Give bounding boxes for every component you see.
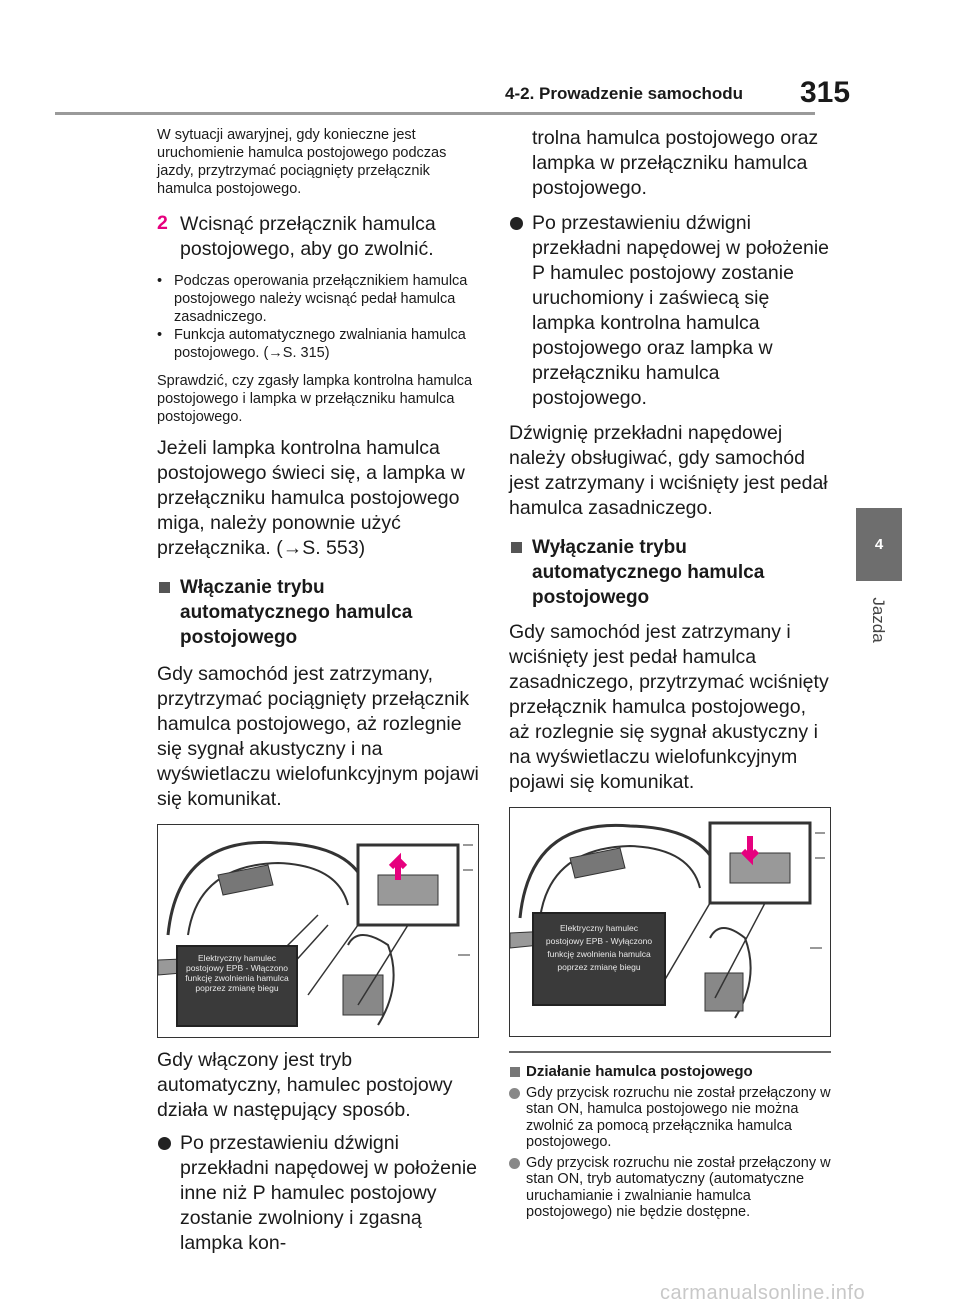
- note-item: Gdy przycisk rozruchu nie został przełączony w stan ON, tryb automatyczny (automatyczne uruchamianie i zwalnianie hamulca postojowego) nie będzie dostępne.: [509, 1155, 831, 1221]
- notes-heading: Działanie hamulca postojowego: [509, 1063, 831, 1081]
- step-2: [157, 212, 479, 262]
- square-bullet-icon: [509, 535, 532, 610]
- multi-info-display: Elektryczny hamulec postojowy EPB - Wyłączono funkcję zwolnienia hamulca poprzez zmianę biegu: [532, 912, 666, 1006]
- circle-item: Po przestawieniu dźwigni przekładni napędowej w położenie P hamulec postojowy zostanie uruchomiony i zaświecą się lampka kontrolna hamulca postojowego oraz lampka w przełączniku hamulca postojowego.: [509, 211, 831, 411]
- notes-divider: [509, 1051, 831, 1053]
- chapter-tab[interactable]: 4: [856, 508, 902, 581]
- circle-bullet-icon: [509, 211, 532, 411]
- multi-info-display: Elektryczny hamulec postojowy EPB - Włączono funkcję zwolnienia hamulca poprzez zmianę biegu: [176, 945, 298, 1027]
- left-column: [157, 126, 479, 1256]
- right-column: [509, 126, 831, 1221]
- illustration-enable: [157, 824, 479, 1038]
- heading-auto-on: Włączanie trybu automatycznego hamulca postojowego: [157, 575, 479, 650]
- check-paragraph: Sprawdzić, czy zgasły lampka kontrolna hamulca postojowego i lampka w przełączniku hamulca postojowego.: [157, 373, 473, 425]
- heading-auto-off: Wyłączanie trybu automatycznego hamulca postojowego: [509, 535, 831, 610]
- circle-bullet-icon: [509, 1155, 526, 1221]
- on-paragraph: Gdy samochód jest zatrzymany, przytrzymać pociągnięty przełącznik hamulca postojowego, aż rozlegnie się sygnał akustyczny i na wyświetlaczu wielofunkcyjnym pojawi się komunikat.: [157, 663, 479, 810]
- off-paragraph: Gdy samochód jest zatrzymany i wciśnięty jest pedał hamulca zasadniczego, przytrzymać wciśnięty przełącznik hamulca postojowego, aż rozlegnie się sygnał akustyczny i na wyświetlaczu wielofunkcyjnym pojawi się komunikat.: [509, 621, 829, 793]
- circle-bullet-icon: [509, 1085, 526, 1151]
- square-bullet-icon: [509, 1063, 526, 1081]
- intro-paragraph: W sytuacji awaryjnej, gdy konieczne jest uruchomienie hamulca postojowego podczas jazdy, przytrzymać pociągnięty przełącznik hamulca postojowego.: [157, 127, 447, 197]
- circle-continued: trolna hamulca postojowego oraz lampka w przełączniku hamulca postojowego.: [532, 127, 819, 199]
- circle-item: Po przestawieniu dźwigni przekładni napędowej w położenie inne niż P hamulec postojowy zostanie zwolniony i zgasną lampka kon-: [157, 1131, 479, 1256]
- page-number: 315: [800, 76, 851, 109]
- warning-paragraph: Jeżeli lampka kontrolna hamulca postojowego świeci się, a lampka w przełączniku hamulca postojowego miga, należy ponownie użyć przełącznika. (→S. 553): [157, 437, 465, 559]
- section-title: 4-2. Prowadzenie samochodu: [505, 84, 744, 103]
- note-item: Gdy przycisk rozruchu nie został przełączony w stan ON, hamulca postojowego nie można zwolnić za pomocą przełącznika hamulca postojowego.: [509, 1085, 831, 1151]
- illustration-disable: [509, 807, 831, 1037]
- step-text: Wcisnąć przełącznik hamulca postojowego, aby go zwolnić.: [180, 213, 436, 260]
- bullet-list: [157, 272, 479, 362]
- circle-bullet-icon: [157, 1131, 180, 1256]
- auto-paragraph: Gdy włączony jest tryb automatyczny, hamulec postojowy działa w następujący sposób.: [157, 1049, 453, 1121]
- list-item: • Funkcja automatycznego zwalniania hamulca postojowego. (→S. 315): [157, 327, 466, 361]
- chapter-label: Jazda: [869, 597, 888, 643]
- square-bullet-icon: [157, 575, 180, 650]
- watermark: carmanualsonline.info: [660, 1282, 866, 1304]
- step-number: 2: [157, 212, 168, 234]
- header-divider: [55, 112, 815, 115]
- list-item: • Podczas operowania przełącznikiem hamulca postojowego należy wcisnąć pedał hamulca zasadniczego.: [157, 273, 468, 325]
- lever-paragraph: Dźwignię przekładni napędowej należy obsługiwać, gdy samochód jest zatrzymany i wciśnięty jest pedał hamulca zasadniczego.: [509, 422, 828, 519]
